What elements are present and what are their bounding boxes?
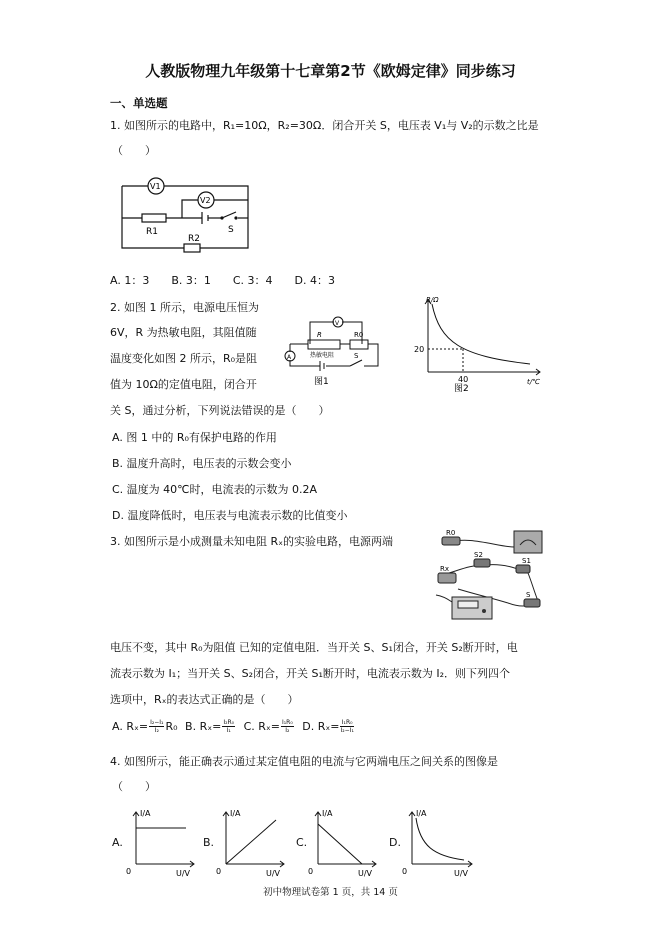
q3-option-a: A. Rₓ= $\frac{\text{I₂−I₁}}{\text{I₂}}$ R₀ (112, 719, 178, 734)
q3-apparatus-photo (428, 525, 548, 625)
q4-graph-c (306, 806, 382, 878)
q4-graph-a (124, 806, 200, 878)
section-heading: 一、单选题 (110, 96, 168, 110)
q2-line5: 关 S，通过分析，下列说法错误的是（ ） (110, 404, 330, 417)
q2-figure2-graph (410, 292, 550, 392)
q2-voltmeter-label: V (335, 320, 340, 327)
q4-graph-d-origin: 0 (402, 867, 408, 876)
q4-option-d-letter: D. (389, 836, 401, 849)
q3-line3: 流表示数为 I₁；当开关 S、S₂闭合，开关 S₁断开时，电流表示数为 I₂．则下列四个 (110, 667, 511, 680)
q1-circuit-diagram (112, 172, 262, 262)
q2-graph-ylabel: R/Ω (426, 296, 439, 304)
q2-fig1-caption: 图1 (314, 377, 329, 387)
q2-option-d: D. 温度降低时，电压表与电流表示数的比值变小 (112, 509, 348, 522)
q4-option-b-letter: B. (203, 836, 215, 849)
q3-rx-label: Rx (440, 565, 450, 573)
q2-ammeter-label: A (287, 354, 292, 361)
q4-graph-a-xlabel: U/V (176, 869, 191, 878)
q2-line3: 温度变化如图 2 所示，R₀是阻 (110, 352, 258, 365)
q2-thermistor-label: 热敏电阻 (310, 352, 335, 359)
q3-s1-label: S1 (522, 557, 531, 565)
q4-graph-a-ylabel: I/A (140, 809, 151, 818)
q1-v2-label: V2 (200, 196, 211, 205)
q2-graph-xlabel: t/℃ (527, 378, 540, 386)
q1-stem-line2: （ ） (112, 144, 156, 157)
q4-graph-c-ylabel: I/A (322, 809, 333, 818)
q1-v1-label: V1 (150, 182, 161, 191)
q4-graph-c-xlabel: U/V (358, 869, 373, 878)
q2-option-b: B. 温度升高时，电压表的示数会变小 (112, 457, 292, 470)
q2-switch-label: S (354, 352, 359, 360)
q3-line1: 3. 如图所示是小成测量未知电阻 Rₓ的实验电路，电源两端 (110, 535, 394, 548)
q2-option-c: C. 温度为 40℃时，电流表的示数为 0.2A (112, 483, 318, 496)
q4-graph-d-xlabel: U/V (454, 869, 469, 878)
q1-options: A. 1：3 B. 3：1 C. 3：4 D. 4：3 (110, 274, 335, 287)
q4-option-c-letter: C. (296, 836, 308, 849)
q3-option-c: C. Rₓ= $\frac{\text{I₁R₀}}{\text{I₂}}$ (243, 719, 293, 734)
q4-graph-c-origin: 0 (308, 867, 314, 876)
q3-option-b: B. Rₓ= $\frac{\text{I₂R₀}}{\text{I₁}}$ (185, 719, 235, 734)
q4-graph-a-origin: 0 (126, 867, 132, 876)
q3-r0-label: R0 (446, 529, 456, 537)
q2-graph-ytick: 20 (414, 345, 425, 354)
q4-option-a-letter: A. (112, 836, 123, 849)
q4-graph-b-ylabel: I/A (230, 809, 241, 818)
q4-line2: （ ） (112, 780, 156, 793)
q2-figure1-circuit (280, 302, 390, 392)
q1-s-label: S (228, 225, 234, 235)
q2-r-label: R (317, 331, 322, 339)
q1-r2-label: R2 (188, 234, 200, 244)
q2-r0-label: R0 (354, 331, 364, 339)
q3-s2-label: S2 (474, 551, 483, 559)
q3-option-d: D. Rₓ= $\frac{\text{I₁R₀}}{\text{I₂−I₁}}$ (302, 719, 354, 734)
q4-graph-b (214, 806, 290, 878)
q4-graph-d-ylabel: I/A (416, 809, 427, 818)
q2-line1: 2. 如图 1 所示，电源电压恒为 (110, 301, 259, 314)
q4-graph-d (400, 806, 480, 878)
page-footer: 初中物理试卷第 1 页，共 14 页 (263, 887, 398, 898)
q2-option-a: A. 图 1 中的 R₀有保护电路的作用 (112, 431, 277, 444)
q1-r1-label: R1 (146, 227, 158, 237)
q2-fig2-caption: 图2 (454, 384, 469, 392)
q2-line2: 6V，R 为热敏电阻，其阻值随 (110, 326, 257, 339)
q4-line1: 4. 如图所示，能正确表示通过某定值电阻的电流与它两端电压之间关系的图像是 (110, 755, 498, 768)
q4-graph-b-xlabel: U/V (266, 869, 281, 878)
q3-line4: 选项中，Rₓ的表达式正确的是（ ） (110, 693, 299, 706)
page-title: 人教版物理九年级第十七章第2节《欧姆定律》同步练习 (145, 62, 516, 80)
q3-line2: 电压不变，其中 R₀为阻值 已知的定值电阻．当开关 S、S₁闭合，开关 S₂断开时，电 (110, 641, 518, 654)
q3-s-label: S (526, 591, 531, 599)
q1-stem-line1: 1. 如图所示的电路中，R₁=10Ω，R₂=30Ω．闭合开关 S，电压表 V₁与 V₂的示数之比是 (110, 119, 539, 132)
q3-options-row (112, 719, 355, 734)
q4-graph-b-origin: 0 (216, 867, 222, 876)
q2-graph-xtick: 40 (458, 375, 469, 384)
q2-line4: 值为 10Ω的定值电阻，闭合开 (110, 378, 257, 391)
